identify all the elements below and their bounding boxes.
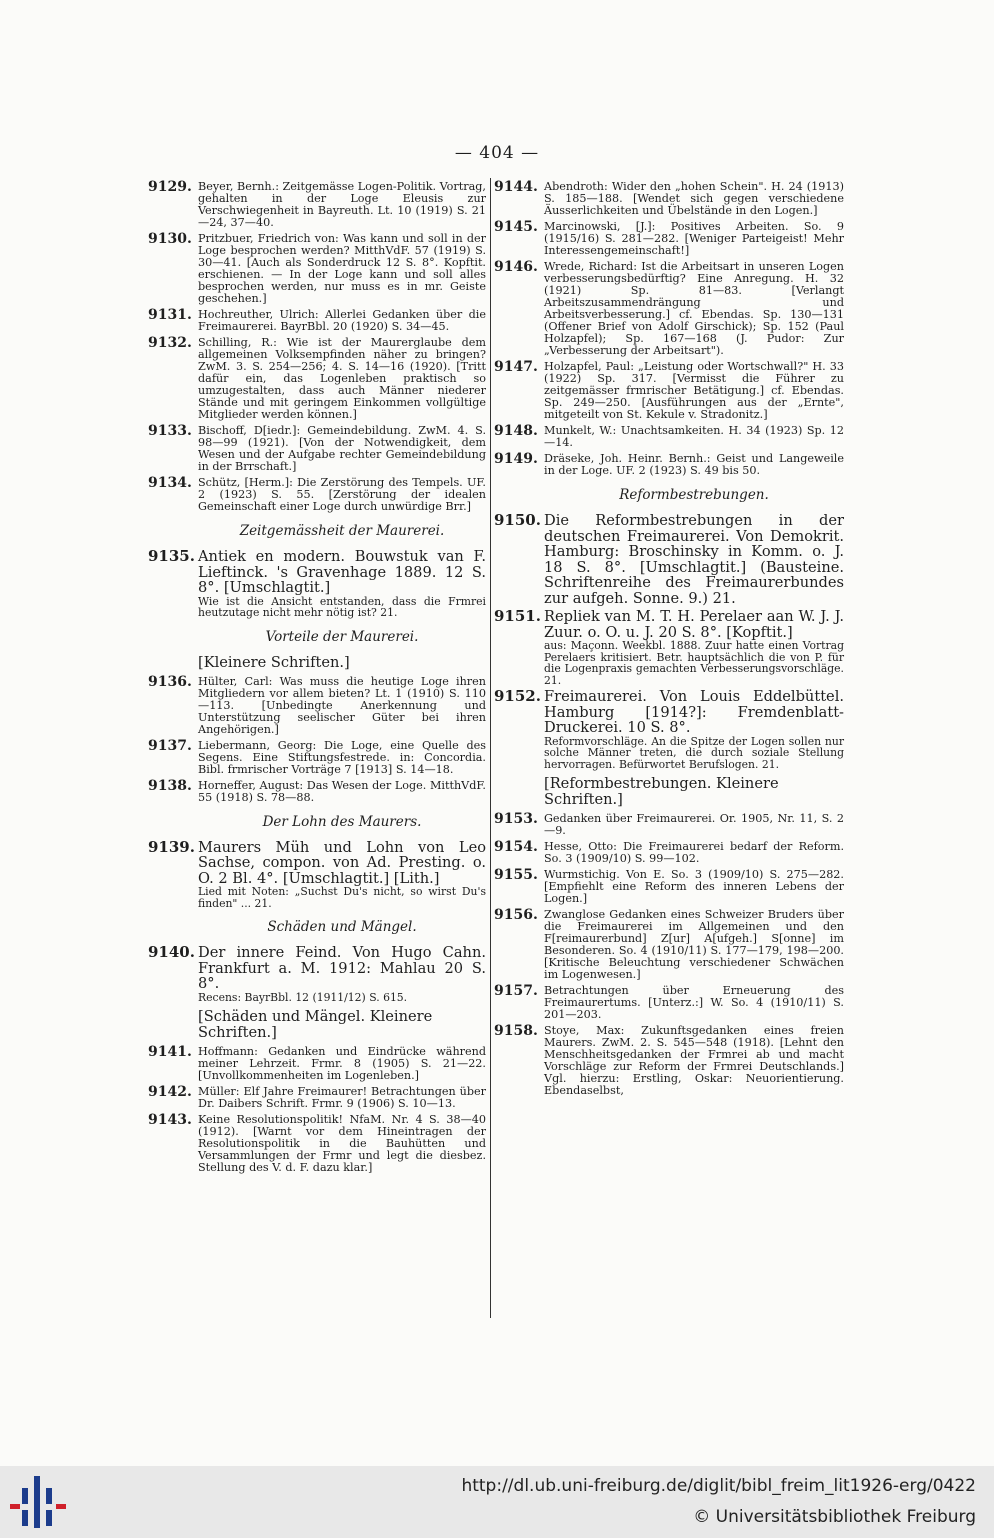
entry-number: 9155. (494, 867, 538, 883)
entry-number: 9131. (148, 307, 192, 323)
entry-text: Stoye, Max: Zukunftsgedanken eines freien Maurers. ZwM. 2. S. 545—548 (1918). [Lehnt den Menschheitsgedanken der Frmrei ab und macht Vorschläge zur Reform der Frmrei Deutschlands.] Vgl. hierzu: Erstling, Oskar: Neuorientierung. Ebendaselbst, (544, 1024, 844, 1097)
left-column (148, 181, 486, 1178)
entry-number: 9146. (494, 259, 538, 275)
footer-bar (0, 1466, 994, 1538)
source-url-link[interactable]: http://dl.ub.uni-freiburg.de/diglit/bibl_freim_lit1926-erg/0422 (461, 1476, 976, 1496)
bibliography-entry (494, 453, 844, 477)
bibliography-entry (148, 337, 486, 421)
bibliography-entry (148, 549, 486, 619)
entry-text: Abendroth: Wider den „hohen Schein". H. 24 (1913) S. 185—188. [Wendet sich gegen verschiedene Äusserlichkeiten und Übelstände in den Logen.] (544, 180, 844, 217)
entry-number: 9134. (148, 475, 192, 491)
entry-text: Gedanken über Freimaurerei. Or. 1905, Nr. 11, S. 2—9. (544, 812, 844, 837)
entry-text: Dräseke, Joh. Heinr. Bernh.: Geist und Langeweile in der Loge. UF. 2 (1923) S. 49 bis 50. (544, 452, 844, 477)
entry-note: Recens: BayrBbl. 12 (1911/12) S. 615. (198, 990, 408, 1004)
entry-text: Der innere Feind. Von Hugo Cahn. Frankfurt a. M. 1912: Mahlau 20 S. 8°. (198, 944, 486, 992)
section-heading: Zeitgemässheit der Maurerei. (239, 523, 445, 539)
entry-number: 9130. (148, 231, 192, 247)
bibliography-entry (494, 221, 844, 257)
bibliography-entry (494, 181, 844, 217)
entry-text: Hülter, Carl: Was muss die heutige Loge ihren Mitgliedern vor allem bieten? Lt. 1 (1910) S. 110—113. [Unbedingte Anerkennung und Unterstützung seelischer Güter bei ihren Angehörigen.] (198, 674, 486, 736)
entry-number: 9156. (494, 907, 538, 923)
entry-number: 9145. (494, 219, 538, 235)
entry-text: Antiek en modern. Bouwstuk van F. Lieftinck. 's Gravenhage 1889. 12 S. 8°. [Umschlagtit.] (198, 548, 486, 596)
entry-number: 9133. (148, 423, 192, 439)
bibliography-entry (148, 233, 486, 305)
entry-number: 9132. (148, 335, 192, 351)
bibliography-entry (494, 425, 844, 449)
entry-text: Wurmstichig. Von E. So. 3 (1909/10) S. 275—282. [Empfiehlt eine Reform des inneren Lebens der Logen.] (544, 868, 844, 905)
entry-text: Schütz, [Herm.]: Die Zerstörung des Tempels. UF. 2 (1923) S. 55. [Zerstörung der idealen Gemeinschaft einer Loge durch unwürdige Brr.] (198, 476, 486, 513)
copyright-text: © Universitätsbibliothek Freiburg (693, 1507, 976, 1527)
bibliography-entry (148, 837, 486, 910)
entry-text: Munkelt, W.: Unachtsamkeiten. H. 34 (1923) Sp. 12—14. (544, 424, 844, 449)
bibliography-entry (148, 309, 486, 333)
entry-text: Schilling, R.: Wie ist der Maurerglaube dem allgemeinen Volksempfinden näher zu bringen? ZwM. 3. S. 254—256; 4. S. 14—16 (1920). [Tritt dafür ein, das Logenleben praktisch so umzugestalten, dass auch Männer niederer Stände und mit geringem Einkommen vollgültige Mitglieder werden können.] (198, 336, 486, 421)
right-column (494, 181, 844, 1101)
entry-text: Horneffer, August: Das Wesen der Loge. MitthVdF. 55 (1918) S. 78—88. (198, 778, 486, 804)
entry-note: Wie ist die Ansicht entstanden, dass die Frmrei heutzutage nicht mehr nötig ist? 21. (198, 594, 486, 619)
subsection-heading: [Schäden und Mängel. Kleinere Schriften.] (198, 1008, 433, 1041)
page-number: — 404 — (454, 143, 540, 163)
entry-number: 9138. (148, 777, 192, 794)
bibliography-entry (494, 869, 844, 905)
bibliography-entry (148, 945, 486, 1003)
entry-text: Zwanglose Gedanken eines Schweizer Bruders über die Freimaurerei im Allgemeinen und den F[reimaurerbund] Z[ur] A[ufgeh.] S[onne] im Besonderen. So. 4 (1910/11) S. 177—179, 198—200. [Kritische Beleuchtung verschiedener Schwächen im Logenwesen.] (544, 908, 844, 981)
entry-number: 9148. (494, 423, 538, 439)
bibliography-entry (148, 1086, 486, 1110)
entry-note: aus: Maçonn. Weekbl. 1888. Zuur hatte einen Vortrag Perelaers kritisiert. Betr. hauptsächlich die von P. für die Logenpraxis gemachten Verbesserungsvorschläge. 21. (544, 639, 844, 687)
entry-note: Reformvorschläge. An die Spitze der Logen sollen nur solche Männer treten, die durch soziale Stellung hervorragen. Befürwortet Berufslogen. 21. (544, 734, 844, 771)
entry-note: Lied mit Noten: „Suchst Du's nicht, so wirst Du's finden" ... 21. (198, 885, 486, 910)
entry-number: 9143. (148, 1112, 192, 1128)
entry-text: Keine Resolutionspolitik! NfaM. Nr. 4 S. 38—40 (1912). [Warnt vor dem Hineintragen der Resolutionspolitik in die Bauhütten und Versammlungen der Frmr und legt die diesbez. Stellung des V. d. F. dazu klar.] (198, 1113, 486, 1174)
entry-number: 9147. (494, 359, 538, 375)
bibliography-entry (148, 181, 486, 229)
entry-number: 9137. (148, 737, 192, 754)
bibliography-entry (494, 261, 844, 357)
entry-number: 9150. (494, 511, 541, 529)
entry-text: Hesse, Otto: Die Freimaurerei bedarf der Reform. So. 3 (1909/10) S. 99—102. (544, 840, 844, 865)
section-heading: Vorteile der Maurerei. (265, 628, 419, 645)
bibliography-entry (148, 1114, 486, 1174)
entry-number: 9158. (494, 1023, 538, 1039)
entry-number: 9152. (494, 687, 541, 705)
bibliography-entry (494, 361, 844, 421)
entry-number: 9151. (494, 607, 541, 625)
entry-text: Wrede, Richard: Ist die Arbeitsart in unseren Logen verbesserungsbedürftig? Eine Anregung. H. 32 (1921) Sp. 81—83. [Verlangt Arbeitszusammendrängung und Arbeitsverbesserung.] cf. Ebendas. Sp. 130—131 (Offener Brief von Adolf Girschick); Sp. 152 (Paul Holzapfel); Sp. 167—168 (J. Pudor: Zur „Verbesserung der Arbeitsart"). (544, 260, 844, 357)
bibliography-entry (148, 777, 486, 804)
section-heading: Schäden und Mängel. (267, 919, 417, 935)
entry-text: Holzapfel, Paul: „Leistung oder Wortschwall?" H. 33 (1922) Sp. 317. [Vermisst die Führer zu zeitgemässer frmrischer Betätigung.] cf. Ebendas. Sp. 249—250. [Ausführungen aus der „Ernte", mitgeteilt von St. Kekule v. Stradonitz.] (544, 360, 844, 421)
entry-number: 9136. (148, 673, 192, 690)
entry-text: Müller: Elf Jahre Freimaurer! Betrachtungen über Dr. Daibers Schrift. Frmr. 9 (1906) S. 10—13. (198, 1085, 486, 1110)
bibliography-entry (148, 477, 486, 513)
entry-text: Maurers Müh und Lohn von Leo Sachse, compon. von Ad. Presting. o. O. 2 Bl. 4°. [Umschlagtit.] [Lith.] (198, 838, 486, 887)
entry-text: Hoffmann: Gedanken und Eindrücke während meiner Lehrzeit. Frmr. 8 (1905) S. 21—22. [Unvollkommenheiten im Logenleben.] (198, 1045, 486, 1082)
bibliography-entry (494, 985, 844, 1021)
entry-text: Marcinowski, [J.]: Positives Arbeiten. So. 9 (1915/16) S. 281—282. [Weniger Parteigeist! Mehr Interessengemeinschaft!] (544, 220, 844, 257)
entry-text: Beyer, Bernh.: Zeitgemässe Logen-Politik. Vortrag, gehalten in der Loge Eleusis zur Verschwiegenheit in Bayreuth. Lt. 10 (1919) S. 21—24, 37—40. (198, 180, 486, 229)
entry-text: Bischoff, D[iedr.]: Gemeindebildung. ZwM. 4. S. 98—99 (1921). [Von der Notwendigkeit, dem Wesen und der Aufgabe rechter Gemeindebildung in der Brrschaft.] (198, 424, 486, 473)
entry-number: 9135. (148, 547, 195, 565)
entry-text: Repliek van M. T. H. Perelaer aan W. J. J. Zuur. o. O. u. J. 20 S. 8°. [Kopftit.] (544, 608, 844, 641)
entry-number: 9141. (148, 1044, 192, 1060)
entry-number: 9139. (148, 837, 195, 856)
bibliography-entry (494, 1025, 844, 1097)
entry-number: 9154. (494, 839, 538, 855)
library-logo-icon (8, 1474, 68, 1530)
column-divider (490, 178, 491, 1318)
bibliography-entry (494, 609, 844, 686)
entry-number: 9149. (494, 451, 538, 467)
entry-number: 9153. (494, 811, 538, 827)
bibliography-entry (494, 689, 844, 770)
bibliography-entry (148, 1046, 486, 1082)
subsection-heading: [Reformbestrebungen. Kleinere Schriften.] (544, 775, 779, 808)
section-heading: Der Lohn des Maurers. (262, 813, 422, 830)
bibliography-entry (494, 841, 844, 865)
entry-number: 9129. (148, 179, 192, 195)
entry-text: Hochreuther, Ulrich: Allerlei Gedanken über die Freimaurerei. BayrBbl. 20 (1920) S. 34—45. (198, 308, 486, 333)
entry-text: Betrachtungen über Erneuerung des Freimaurertums. [Unterz.:] W. So. 4 (1910/11) S. 201—203. (544, 984, 844, 1021)
bibliography-entry (148, 737, 486, 776)
entry-text: Freimaurerei. Von Louis Eddelbüttel. Hamburg [1914?]: Fremdenblatt-Druckerei. 10 S. 8°. (544, 688, 844, 736)
entry-number: 9144. (494, 179, 538, 195)
entry-number: 9157. (494, 983, 538, 999)
bibliography-entry (494, 813, 844, 837)
bibliography-entry (148, 425, 486, 473)
bibliography-entry (494, 513, 844, 606)
bibliography-entry (148, 673, 486, 736)
entry-text: Die Reformbestrebungen in der deutschen Freimaurerei. Von Demokrit. Hamburg: Broschinsky in Komm. o. J. 18 S. 8°. [Umschlagtit.] (Bausteine. Schriftenreihe des Freimaurerbundes zur aufgeh. Sonne. 9.) 21. (544, 512, 844, 607)
entry-number: 9140. (148, 943, 195, 961)
subsection-heading: [Kleinere Schriften.] (198, 653, 350, 671)
section-heading: Reformbestrebungen. (619, 487, 769, 503)
entry-number: 9142. (148, 1084, 192, 1100)
entry-text: Liebermann, Georg: Die Loge, eine Quelle des Segens. Eine Stiftungsfestrede. in: Concordia. Bibl. frmrischer Vorträge 7 [1913] S. 14—18. (198, 738, 486, 776)
entry-text: Pritzbuer, Friedrich von: Was kann und soll in der Loge besprochen werden? MitthVdF. 57 (1919) S. 30—41. [Auch als Sonderdruck 12 S. 8°. Kopftit. erschienen. — In der Loge kann und soll alles besprochen werden, nur muss es in mr. Geiste geschehen.] (198, 232, 486, 305)
bibliography-entry (494, 909, 844, 981)
